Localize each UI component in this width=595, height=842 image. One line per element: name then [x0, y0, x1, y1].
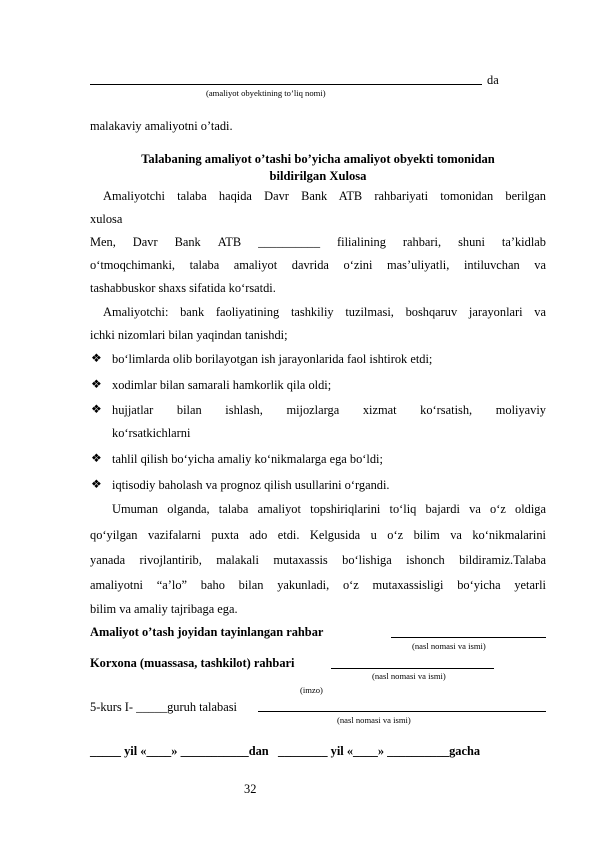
student-label [90, 699, 237, 716]
month-blank: __________ [387, 744, 450, 758]
para2-word: ATB [217, 235, 242, 249]
org-leader-signature-line [331, 668, 494, 669]
para2-word: Men, [90, 235, 116, 249]
page-number: 32 [244, 782, 257, 796]
bullet-item: xodimlar bilan samarali hamkorlik qila oldi; [112, 378, 332, 392]
day-blank: ____ [146, 744, 172, 758]
quote-close: » [377, 744, 385, 758]
title-line2: bildirilgan Xulosa [269, 169, 367, 183]
diamond-bullet-icon: ❖ [91, 451, 102, 465]
para2-word: shuni [458, 235, 485, 249]
header-line2: malakaviy amaliyotni o’tadi. [90, 119, 233, 133]
para4-line3: yanada rivojlantirib, malakali mutaxassis bo‘lishiga ishonch bildiramiz.Talaba [90, 553, 546, 567]
para1-line1: Amaliyotchi talaba haqida Davr Bank ATB rahbariyati tomonidan berilgan [103, 189, 546, 203]
day-blank: ____ [353, 744, 378, 758]
para2-line1 [90, 234, 546, 251]
diamond-bullet-icon: ❖ [91, 402, 102, 416]
yil-label: yil « [124, 744, 147, 758]
para1-line2: xulosa [90, 212, 123, 226]
para3-line2: ichki nizomlari bilan yaqindan tanishdi; [90, 328, 288, 342]
para2-word: Bank [174, 235, 201, 249]
quote-close: » [171, 744, 178, 758]
month-blank: ___________ [180, 744, 249, 758]
date-range [90, 743, 480, 760]
org-leader-caption: (nasl nomasi va ismi) [372, 671, 446, 681]
title-line1: Talabaning amaliyot o’tashi bo’yicha amaliyot obyekti tomonidan [141, 152, 495, 166]
leader-label: Amaliyot o’tash joyidan tayinlangan rahbar [90, 625, 324, 639]
object-name-caption: (amaliyot obyektining to’liq nomi) [206, 88, 326, 98]
student-caption: (nasl nomasi va ismi) [337, 715, 411, 725]
student-name-line [258, 711, 546, 712]
year-blank: _____ [90, 744, 121, 758]
para3-line1: Amaliyotchi: bank faoliyatining tashkiliy tuzilmasi, boshqaruv jarayonlari va [103, 305, 546, 319]
leader-signature-line [391, 637, 546, 638]
para2-word: filialining [337, 235, 386, 249]
group-blank: _____ [136, 700, 168, 714]
diamond-bullet-icon: ❖ [91, 477, 102, 491]
signature-caption: (imzo) [300, 685, 323, 695]
para2-word: rahbari, [402, 235, 442, 249]
para4-line5: bilim va amaliy tajribaga ega. [90, 602, 238, 616]
para2-word: Davr [132, 235, 158, 249]
bullet-item: tahlil qilish bo‘yicha amaliy ko‘nikmalarga ega bo‘ldi; [112, 452, 383, 466]
leader-caption: (nasl nomasi va ismi) [412, 641, 486, 651]
gacha-label: gacha [449, 744, 481, 758]
dan-label: dan [248, 744, 269, 758]
bullet-item-continuation: ko‘rsatkichlarni [112, 426, 191, 440]
page-title [90, 151, 546, 185]
bullet-item: hujjatlar bilan ishlash, mijozlarga xizmat ko‘rsatish, moliyaviy [112, 403, 546, 417]
header-suffix: da [487, 73, 499, 87]
diamond-bullet-icon: ❖ [91, 377, 102, 391]
diamond-bullet-icon: ❖ [91, 351, 102, 365]
object-name-line [90, 84, 482, 85]
bullet-item: bo‘limlarda olib borilayotgan ish jarayonlarida faol ishtirok etdi; [112, 352, 433, 366]
bullet-item: iqtisodiy baholash va prognoz qilish usullarini o‘rgandi. [112, 478, 390, 492]
para2-line3: tashabbuskor shaxs sifatida ko‘rsatdi. [90, 281, 276, 295]
para4-line2: qo‘yilgan vazifalarni puxta ado etdi. Kelgusida u o‘z bilim va ko‘nikmalarini [90, 528, 546, 542]
branch-blank: __________ [258, 235, 321, 249]
year-blank: ________ [278, 744, 328, 758]
para4-line1: Umuman olganda, talaba amaliyot topshiriqlarini to‘liq bajardi va o‘z oldiga [112, 502, 546, 516]
student-course: 5-kurs I- [90, 700, 134, 714]
yil-label: yil « [330, 744, 354, 758]
para2-word: ta’kidlab [501, 235, 546, 249]
para4-line4: amaliyotni “a’lo” baho bilan yakunladi, o‘z mutaxassisligi bo‘yicha yetarli [90, 578, 546, 592]
student-group-label: guruh talabasi [167, 700, 237, 714]
org-leader-label: Korxona (muassasa, tashkilot) rahbari [90, 656, 295, 670]
para2-line2: o‘tmoqchimanki, talaba amaliyot davrida o‘zini mas’uliyatli, intiluvchan va [90, 258, 546, 272]
